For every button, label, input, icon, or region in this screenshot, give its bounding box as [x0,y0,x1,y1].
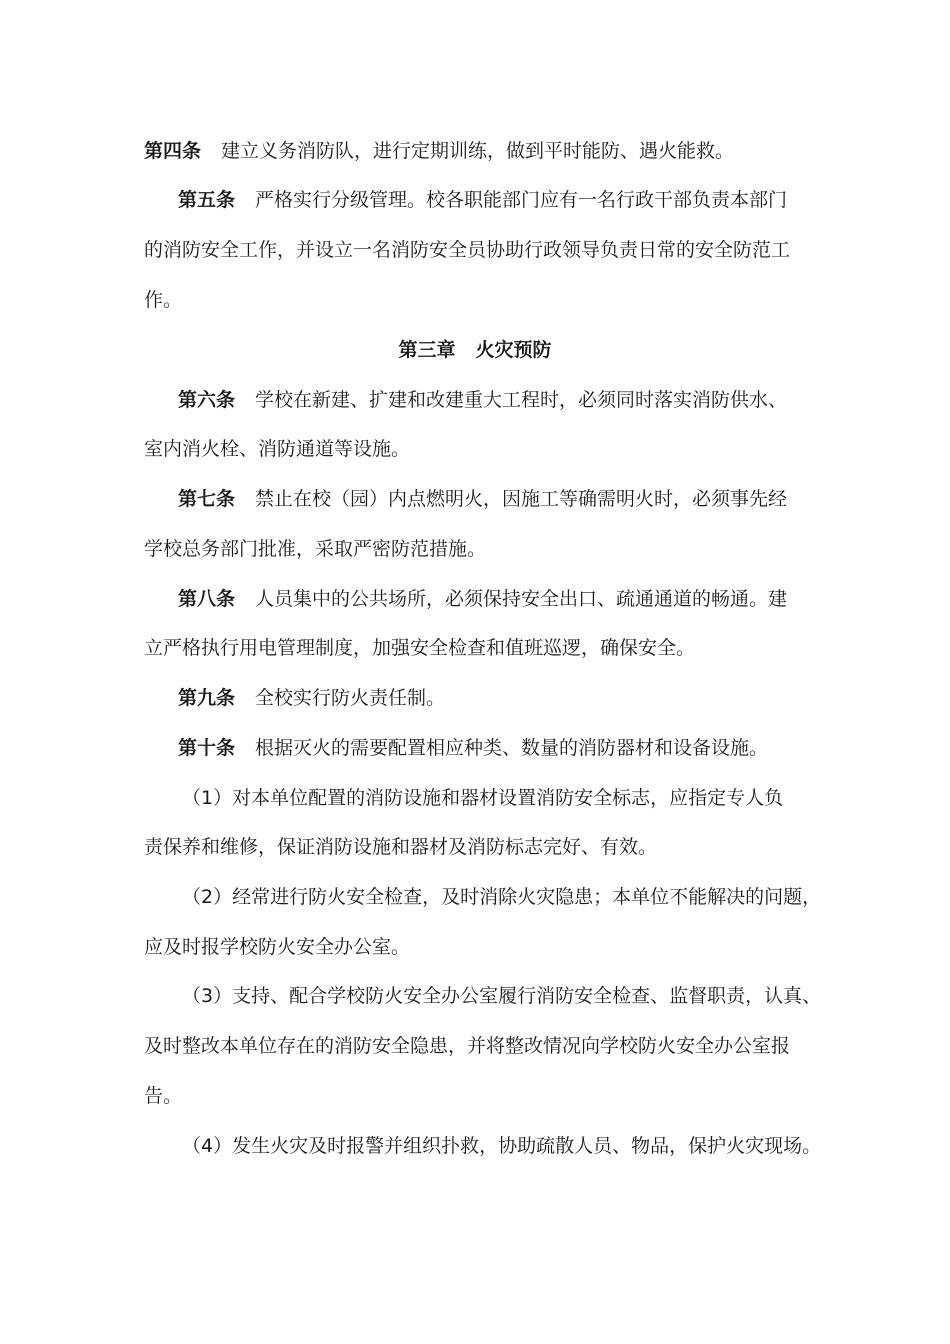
article-10-line-1 [178,735,768,761]
article-5-label: 第五条 [178,189,236,211]
chapter-title [0,337,950,363]
article-4-label: 第四条 [144,140,202,162]
article-5-line-3: 作。 [144,289,183,311]
article-6-line-2: 室内消火栓、消防通道等设施。 [144,438,411,460]
item-1-line-2: 责保养和维修，保证消防设施和器材及消防标志完好、有效。 [144,836,658,858]
item-1-line-1: （1）对本单位配置的消防设施和器材设置消防安全标志，应指定专人负 [182,787,784,809]
article-9-line-1 [178,685,445,711]
item-2-line-2: 应及时报学校防火安全办公室。 [144,936,411,958]
article-8-text-1: 人员集中的公共场所，必须保持安全出口、疏通通道的畅通。建 [255,588,788,610]
article-5-line-1 [178,187,787,213]
article-9-text: 全校实行防火责任制。 [255,687,446,709]
article-9-label: 第九条 [178,687,236,709]
article-7-line-1 [178,486,787,512]
article-6-text-1: 学校在新建、扩建和改建重大工程时，必须同时落实消防供水、 [255,389,788,411]
chapter-number: 第三章 [398,339,456,361]
chapter-name: 火灾预防 [475,339,552,361]
item-4-line-1: （4）发生火灾及时报警并组织扑救，协助疏散人员、物品，保护火灾现场。 [182,1135,822,1157]
article-5-text-1: 严格实行分级管理。校各职能部门应有一名行政干部负责本部门 [255,189,788,211]
item-3-line-1: （3）支持、配合学校防火安全办公室履行消防安全检查、监督职责，认真、 [182,985,822,1007]
article-6-line-1 [178,387,787,413]
article-7-line-2: 学校总务部门批准，采取严密防范措施。 [144,538,487,560]
article-8-line-2: 立严格执行用电管理制度，加强安全检查和值班巡逻，确保安全。 [144,637,696,659]
article-5-line-2: 的消防安全工作，并设立一名消防安全员协助行政领导负责日常的安全防范工 [144,239,791,261]
item-3-line-3: 告。 [144,1085,183,1107]
article-4-text: 建立义务消防队，进行定期训练，做到平时能防、遇火能救。 [221,140,735,162]
item-2-line-1: （2）经常进行防火安全检查，及时消除火灾隐患；本单位不能解决的问题， [182,886,822,908]
item-3-line-2: 及时整改本单位存在的消防安全隐患，并将整改情况向学校防火安全办公室报 [144,1035,791,1057]
article-7-text-1: 禁止在校（园）内点燃明火，因施工等确需明火时，必须事先经 [255,488,788,510]
article-6-label: 第六条 [178,389,236,411]
article-4-line-1 [144,138,734,164]
article-10-label: 第十条 [178,737,236,759]
article-8-line-1 [178,586,787,612]
article-7-label: 第七条 [178,488,236,510]
article-8-label: 第八条 [178,588,236,610]
article-10-text: 根据灭火的需要配置相应种类、数量的消防器材和设备设施。 [255,737,769,759]
